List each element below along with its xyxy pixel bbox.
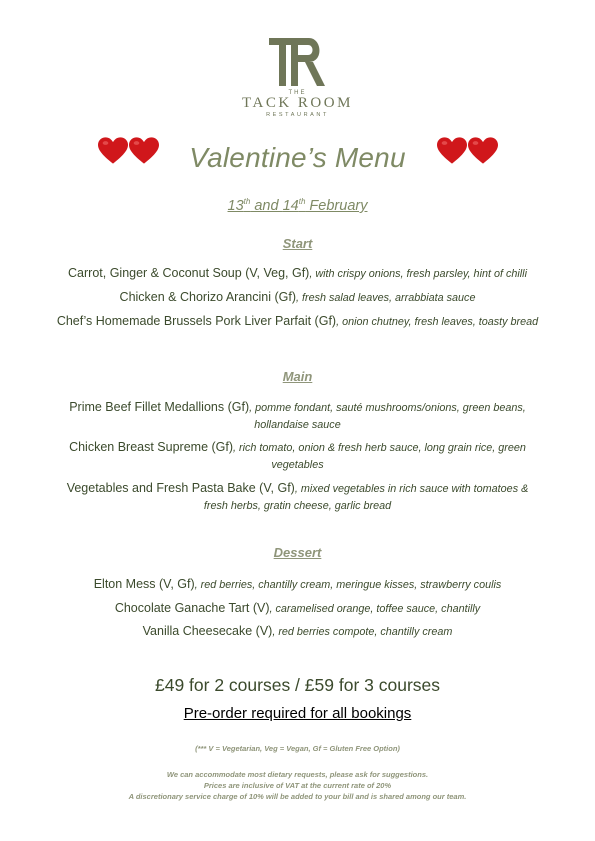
footer-note: Prices are inclusive of VAT at the current rate of 20% [203, 781, 392, 790]
dish-name: Vanilla Cheesecake (V) [142, 624, 273, 638]
dish-name: Chef’s Homemade Brussels Pork Liver Parfait (Gf) [56, 314, 337, 328]
dish-name: Chocolate Ganache Tart (V) [114, 601, 270, 615]
dish-description: , red berries compote, chantilly cream [272, 626, 453, 638]
menu-title: Valentine’s Menu [189, 142, 406, 173]
date-and: and [250, 197, 283, 214]
dish-name: Prime Beef Fillet Medallions (Gf) [69, 400, 250, 414]
dish-description: , rich tomato, onion & fresh herb sauce, long grain rice, green vegetables [233, 442, 526, 471]
footer-note: We can accommodate most dietary requests, please ask for suggestions. [166, 770, 429, 779]
logo-subtitle: RESTAURANT [266, 112, 329, 118]
menu-dates [0, 197, 595, 214]
price-line: £49 for 2 courses / £59 for 3 courses [154, 675, 441, 695]
dish-description: , red berries, chantilly cream, meringue kisses, strawberry coulis [194, 579, 502, 591]
menu-item [55, 480, 540, 515]
section-heading-start: Start [282, 236, 313, 251]
dish-description: , mixed vegetables in rich sauce with tomatoes & fresh herbs, gratin cheese, garlic bread [203, 483, 529, 512]
date-month: February [305, 197, 368, 214]
logo-the: THE [288, 90, 307, 96]
menu-item [30, 600, 565, 618]
menu-item [30, 576, 565, 594]
dietary-key: (*** V = Vegetarian, Veg = Vegan, Gf = Gluten Free Option) [195, 744, 400, 753]
tack-room-logo-mark [267, 36, 329, 88]
date-day2: 14 [282, 197, 299, 214]
date-day1: 13 [227, 197, 244, 214]
dish-name: Elton Mess (V, Gf) [93, 577, 195, 591]
footer-note: A discretionary service charge of 10% will be added to your bill and is shared among our team. [128, 792, 467, 801]
section-heading-main: Main [282, 369, 313, 384]
dish-description: , with crispy onions, fresh parsley, hint of chilli [309, 268, 527, 280]
dish-description: , caramelised orange, toffee sauce, chantilly [269, 603, 481, 615]
date-sup1: th [243, 197, 251, 206]
restaurant-logo [0, 36, 595, 118]
dish-description: , pomme fondant, sauté mushrooms/onions, green beans, hollandaise sauce [249, 402, 526, 431]
section-heading-dessert: Dessert [273, 545, 322, 560]
dish-name: Vegetables and Fresh Pasta Bake (V, Gf) [66, 481, 295, 495]
dish-name: Chicken Breast Supreme (Gf) [69, 440, 234, 454]
menu-item [30, 289, 565, 307]
logo-name: TACK ROOM [242, 95, 353, 111]
dish-name: Chicken & Chorizo Arancini (Gf) [119, 290, 296, 304]
menu-item [30, 265, 565, 283]
date-sup2: th [298, 197, 306, 206]
dish-description: , fresh salad leaves, arrabbiata sauce [296, 292, 476, 304]
menu-item [55, 399, 540, 434]
dish-description: , onion chutney, fresh leaves, toasty bread [336, 316, 539, 328]
menu-item [30, 623, 565, 641]
menu-item [55, 439, 540, 474]
menu-item [30, 313, 565, 331]
preorder-notice: Pre-order required for all bookings [183, 705, 412, 722]
dish-name: Carrot, Ginger & Coconut Soup (V, Veg, Gf) [68, 266, 310, 280]
